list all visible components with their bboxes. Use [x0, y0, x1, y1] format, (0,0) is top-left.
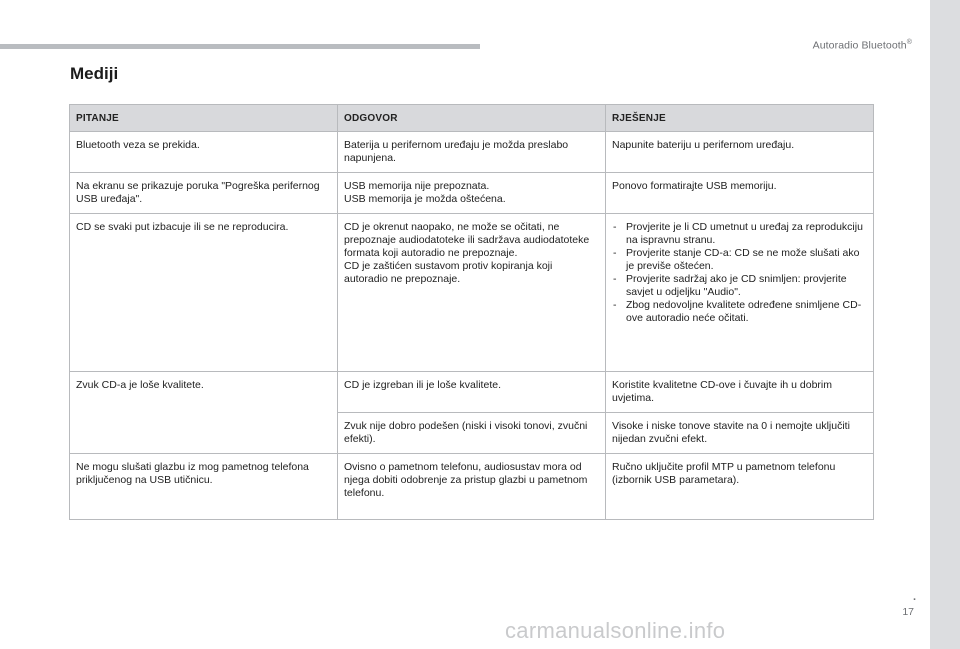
answer-line: USB memorija je možda oštećena.: [344, 193, 506, 205]
answer-line: CD je zaštićen sustavom protiv kopiranja koji autoradio ne prepoznaje.: [344, 260, 553, 285]
page-title: Mediji: [70, 64, 119, 83]
header-bar: [0, 44, 480, 49]
table-row: [70, 173, 874, 214]
question-cell: Zvuk CD-a je loše kvalitete.: [70, 372, 338, 413]
question-cell: Ne mogu slušati glazbu iz mog pametnog telefona priključenog na USB utičnicu.: [70, 454, 338, 520]
page-edge-strip: [930, 0, 960, 649]
solution-cell: [606, 214, 874, 372]
answer-cell: [338, 173, 606, 214]
table-row: [70, 214, 874, 372]
list-item: - Provjerite je li CD umetnut u uređaj za reprodukciju na ispravnu stranu.: [612, 221, 867, 247]
troubleshooting-table: [69, 104, 874, 520]
list-item: - Provjerite stanje CD-a: CD se ne može slušati ako je previše oštećen.: [612, 247, 867, 273]
solution-list: [612, 221, 867, 325]
header-answer: ODGOVOR: [338, 105, 606, 132]
answer-cell: [338, 214, 606, 372]
registered-mark: ®: [906, 39, 912, 46]
table-row: [70, 372, 874, 413]
solution-cell: Koristite kvalitetne CD-ove i čuvajte ih u dobrim uvjetima.: [606, 372, 874, 413]
solution-cell: Ručno uključite profil MTP u pametnom telefonu (izbornik USB parametara).: [606, 454, 874, 520]
answer-cell: Baterija u perifernom uređaju je možda preslabo napunjena.: [338, 132, 606, 173]
answer-line: USB memorija nije prepoznata.: [344, 180, 490, 192]
solution-cell: Napunite bateriju u perifernom uređaju.: [606, 132, 874, 173]
question-cell: CD se svaki put izbacuje ili se ne reproducira.: [70, 214, 338, 372]
solution-cell: Ponovo formatirajte USB memoriju.: [606, 173, 874, 214]
header-solution: RJEŠENJE: [606, 105, 874, 132]
page-number: 17: [902, 606, 914, 618]
question-cell: Na ekranu se prikazuje poruka "Pogreška perifernog USB uređaja".: [70, 173, 338, 214]
answer-cell: CD je izgreban ili je loše kvalitete.: [338, 372, 606, 413]
answer-cell: Ovisno o pametnom telefonu, audiosustav mora od njega dobiti odobrenje za pristup glazbi u pametnom telefonu.: [338, 454, 606, 520]
table-row: [70, 454, 874, 520]
list-item: - Zbog nedovoljne kvalitete određene snimljene CD-ove autoradio neće očitati.: [612, 299, 867, 325]
list-item: - Provjerite sadržaj ako je CD snimljen: provjerite savjet u odjeljku "Audio".: [612, 273, 867, 299]
solution-cell: Visoke i niske tonove stavite na 0 i nemojte uključiti nijedan zvučni efekt.: [606, 413, 874, 454]
table-header-row: [70, 105, 874, 132]
table-row: [70, 413, 874, 454]
header-question: PITANJE: [70, 105, 338, 132]
watermark-text: carmanualsonline.info: [505, 618, 726, 643]
section-label-text: Autoradio Bluetooth: [812, 39, 907, 52]
question-cell: Bluetooth veza se prekida.: [70, 132, 338, 173]
question-cell: [70, 413, 338, 454]
answer-cell: Zvuk nije dobro podešen (niski i visoki tonovi, zvučni efekti).: [338, 413, 606, 454]
table-row: [70, 132, 874, 173]
answer-line: CD je okrenut naopako, ne može se očitati, ne prepoznaje audiodatoteke ili sadržava audiodatoteke formata koji autoradio ne prepoznaje.: [344, 221, 590, 259]
page-dot: .: [912, 591, 916, 603]
section-label: [813, 39, 912, 52]
